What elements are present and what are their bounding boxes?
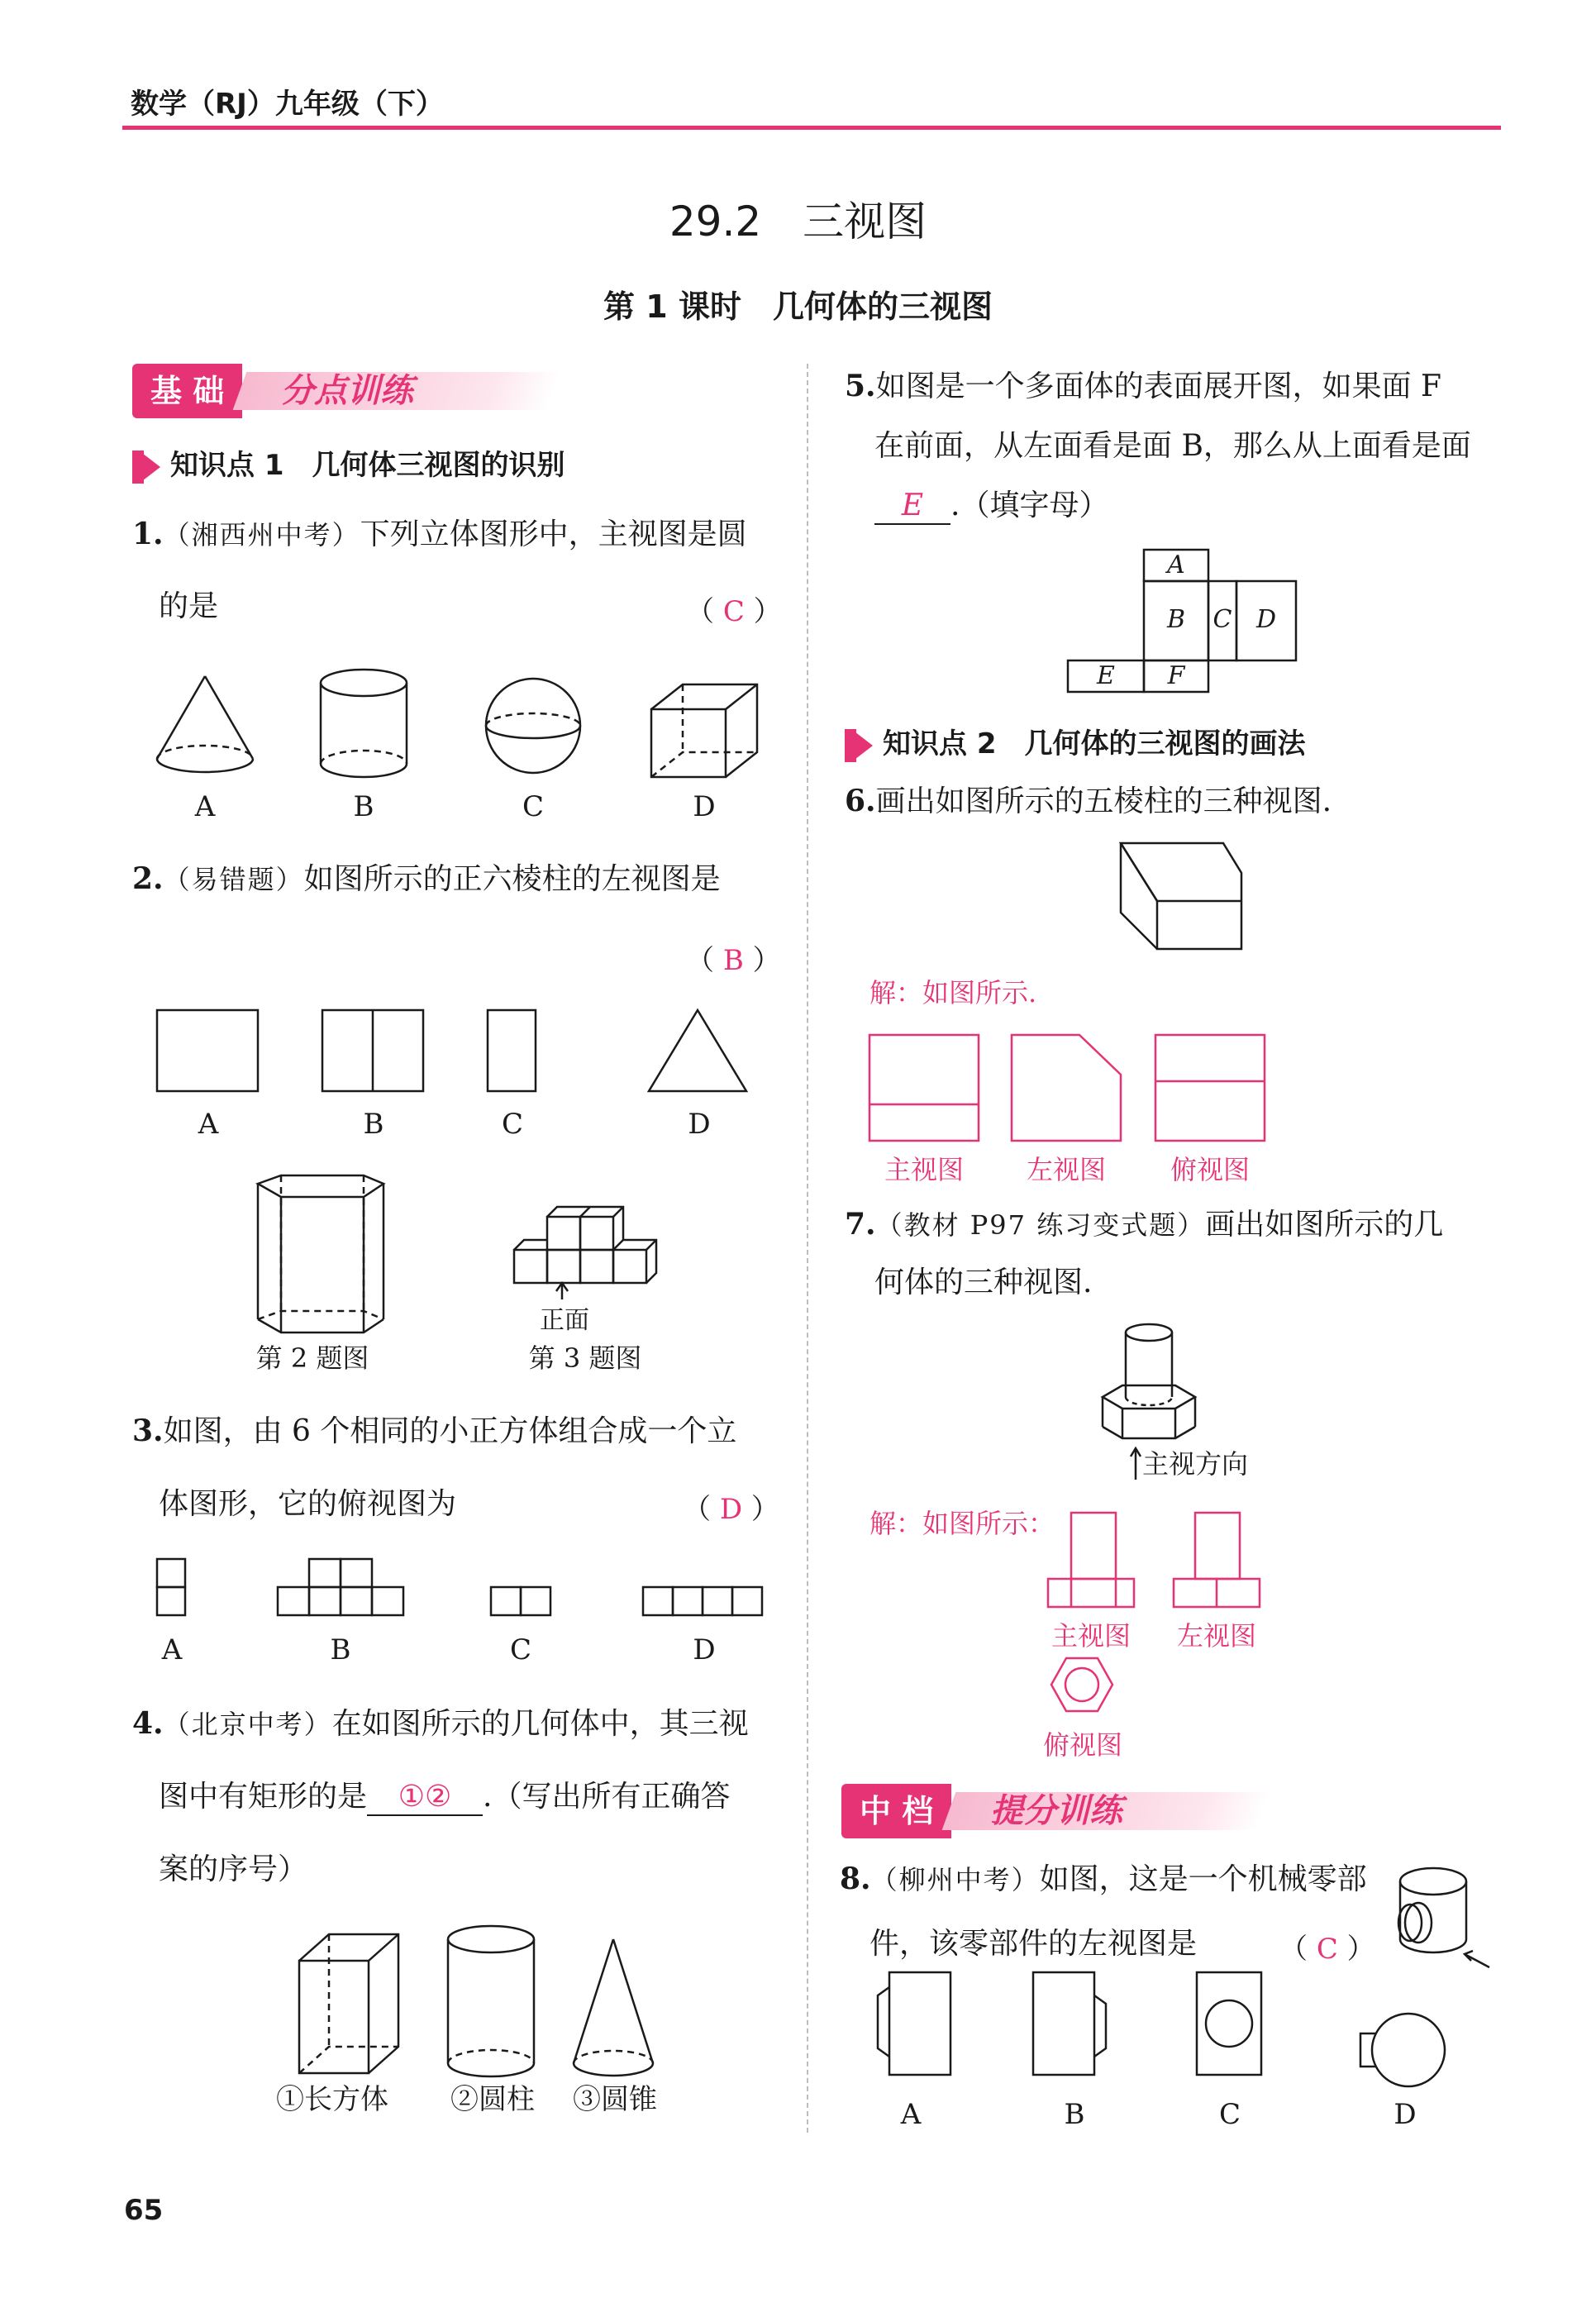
q7-text-a: 画出如图所示的几 — [1205, 1208, 1444, 1242]
q2-option-c-figure — [488, 1010, 536, 1091]
q4-cylinder-figure — [448, 1926, 534, 2076]
q8-text-a: 如图，这是一个机械零部 — [1039, 1862, 1367, 1896]
q3-option-d-label: D — [693, 1633, 716, 1666]
q8-answer: C — [1316, 1933, 1338, 1966]
q2-option-d-label: D — [688, 1108, 711, 1141]
q8-answer-bracket: （ C ） — [1279, 1933, 1375, 1966]
q3-number: 3. — [132, 1414, 164, 1448]
q3-option-a-figure — [157, 1559, 185, 1615]
q5-line-a — [845, 369, 1441, 404]
q8-machine-part-figure — [1398, 1868, 1489, 1967]
q3-cubes-figure — [514, 1207, 656, 1299]
q7-top-view-drawing — [1051, 1658, 1112, 1711]
q4-number: 4. — [132, 1706, 164, 1741]
q6-solution: 解：如图所示. — [869, 977, 1037, 1008]
kp-arrow-icon — [851, 729, 873, 762]
q4-source: （北京中考） — [163, 1709, 332, 1740]
q4-line-c: 案的序号） — [159, 1852, 308, 1886]
q3-text-a: 如图，由 6 个相同的小正方体组合成一个立 — [163, 1414, 737, 1448]
q6-text-a: 画出如图所示的五棱柱的三种视图. — [875, 784, 1332, 818]
q8-line-a — [840, 1862, 1367, 1897]
page-header: 数学（RJ）九年级（下） — [131, 88, 444, 121]
q4-text-b1: 图中有矩形的是 — [159, 1780, 368, 1814]
q6-top-view-label: 俯视图 — [1170, 1154, 1250, 1185]
q3-option-b-label: B — [330, 1633, 351, 1666]
q5-net-face-e: E — [1097, 661, 1115, 690]
q6-pentagonal-prism-figure — [1121, 843, 1241, 949]
q4-cuboid-figure — [299, 1934, 398, 2073]
q1-answer: C — [722, 595, 745, 628]
q8-option-c-figure — [1197, 1972, 1261, 2075]
banner-basic-tag: 基 础 — [132, 364, 242, 418]
q5-line-c — [874, 488, 1108, 525]
q6-line-a — [845, 784, 1332, 819]
q1-cube-figure — [651, 684, 757, 777]
q5-net-face-c: C — [1212, 605, 1232, 634]
q5-net-face-f: F — [1167, 661, 1185, 690]
q2-option-b-figure — [322, 1010, 423, 1091]
q2-answer-bracket: （ B ） — [686, 944, 781, 977]
q5-text-a: 如图是一个多面体的表面展开图，如果面 F — [875, 369, 1442, 403]
q2-option-c-label: C — [501, 1108, 523, 1141]
q3-line-b: 体图形，它的俯视图为 — [159, 1487, 457, 1521]
q3-option-b-figure — [278, 1559, 403, 1615]
q2-option-a-label: A — [198, 1108, 219, 1141]
q7-number: 7. — [845, 1207, 876, 1242]
q7-source: （教材 P97 练习变式题） — [875, 1209, 1206, 1241]
q2-answer: B — [722, 944, 744, 977]
q7-solution: 解：如图所示： — [869, 1508, 1055, 1539]
q3-option-c-label: C — [509, 1633, 531, 1666]
q3-option-d-figure — [643, 1587, 762, 1615]
q5-net-face-d: D — [1255, 605, 1277, 634]
q6-front-view-label: 主视图 — [884, 1154, 964, 1185]
q6-left-view-label: 左视图 — [1026, 1154, 1106, 1185]
q8-option-b-label: B — [1064, 2098, 1085, 2131]
section-title: 29.2 三视图 — [669, 198, 927, 246]
q8-source: （柳州中考） — [870, 1864, 1040, 1895]
q8-option-a-label: A — [900, 2098, 922, 2131]
q8-option-a-figure — [878, 1972, 950, 2075]
q3-answer-bracket: （ D ） — [683, 1493, 779, 1526]
q2-text-a: 如图所示的正六棱柱的左视图是 — [303, 862, 721, 896]
q2-source: （易错题） — [163, 864, 304, 895]
q8-number: 8. — [840, 1862, 871, 1896]
q2-option-b-label: B — [363, 1108, 384, 1141]
q1-line-b: 的是 — [159, 589, 219, 623]
banner-mid-name: 提分训练 — [990, 1792, 1122, 1830]
q6-front-view-drawing — [869, 1035, 979, 1141]
banner-basic-name: 分点训练 — [281, 372, 413, 410]
q4-solid-3-label: ③圆锥 — [573, 2083, 657, 2116]
q3-line-a — [132, 1414, 736, 1449]
q2-hexagonal-prism-figure — [258, 1175, 384, 1333]
q2-option-a-figure — [157, 1010, 258, 1091]
q5-line-b: 在前面，从左面看是面 B，那么从上面看是面 — [874, 429, 1471, 463]
q1-option-b-label: B — [353, 790, 374, 823]
q6-left-view-drawing — [1012, 1035, 1121, 1141]
q1-answer-bracket: （ C ） — [686, 595, 782, 628]
q7-direction-label: 主视方向 — [1142, 1448, 1249, 1480]
q8-option-b-figure — [1033, 1972, 1106, 2075]
q7-line-b: 何体的三种视图. — [874, 1266, 1093, 1299]
kp2-label: 知识点 2 几何体的三视图的画法 — [883, 727, 1306, 760]
q8-line-b: 件，该零部件的左视图是 — [869, 1927, 1198, 1961]
q1-source: （湘西州中考） — [163, 519, 360, 551]
q2-option-d-figure — [649, 1010, 746, 1091]
q7-front-view-drawing — [1048, 1513, 1134, 1607]
q7-left-view-label: 左视图 — [1176, 1620, 1256, 1652]
q4-solid-2-label: ②圆柱 — [450, 2083, 535, 2116]
q8-option-d-figure — [1360, 2014, 1445, 2086]
q8-option-c-label: C — [1218, 2098, 1241, 2131]
q2-number: 2. — [132, 861, 164, 896]
q5-text-c: .（填字母） — [950, 489, 1109, 522]
q7-top-view-label: 俯视图 — [1042, 1729, 1122, 1761]
q5-net-face-a: A — [1167, 551, 1185, 579]
q8-option-d-label: D — [1394, 2098, 1417, 2131]
q7-left-view-drawing — [1174, 1513, 1260, 1607]
q1-cone-figure — [157, 676, 253, 772]
q2-line-a — [132, 861, 721, 897]
q6-number: 6. — [845, 784, 876, 818]
q1-sphere-figure — [486, 679, 580, 773]
q4-line-b — [159, 1779, 730, 1816]
q4-answer: ①② — [367, 1779, 483, 1816]
q5-net-face-b: B — [1166, 605, 1186, 634]
q3-option-c-figure — [491, 1587, 550, 1615]
q3-answer: D — [719, 1493, 743, 1526]
q6-top-view-drawing — [1155, 1035, 1265, 1141]
banner-mid-tag: 中 档 — [841, 1784, 951, 1838]
kp1-label: 知识点 1 几何体三视图的识别 — [170, 449, 565, 482]
knowledge-point-2 — [845, 721, 1306, 762]
q1-option-a-label: A — [194, 790, 216, 823]
q5-answer: E — [874, 488, 950, 525]
q4-solid-1-label: ①长方体 — [276, 2083, 388, 2116]
page-number: 65 — [124, 2194, 164, 2227]
q4-text-a: 在如图所示的几何体中，其三视 — [331, 1707, 749, 1741]
q1-option-d-label: D — [693, 790, 716, 823]
q2-figure-caption: 第 2 题图 — [255, 1342, 369, 1374]
lesson-subtitle: 第 1 课时 几何体的三视图 — [603, 288, 993, 325]
q1-text-a: 下列立体图形中，主视图是圆 — [360, 517, 747, 551]
q3-front-label: 正面 — [540, 1306, 589, 1335]
q3-figure-caption: 第 3 题图 — [528, 1342, 642, 1374]
q4-line-a — [132, 1706, 749, 1742]
q4-cone-figure — [574, 1939, 653, 2076]
q5-number: 5. — [845, 369, 876, 403]
q4-text-b2: .（写出所有正确答 — [483, 1780, 731, 1814]
q1-number: 1. — [132, 517, 164, 551]
q1-cylinder-figure — [321, 670, 407, 777]
q3-option-a-label: A — [161, 1633, 183, 1666]
q7-line-a — [845, 1207, 1443, 1242]
q1-option-c-label: C — [522, 790, 544, 823]
banner-mid — [841, 1784, 1271, 1838]
q7-front-view-label: 主视图 — [1051, 1620, 1131, 1652]
